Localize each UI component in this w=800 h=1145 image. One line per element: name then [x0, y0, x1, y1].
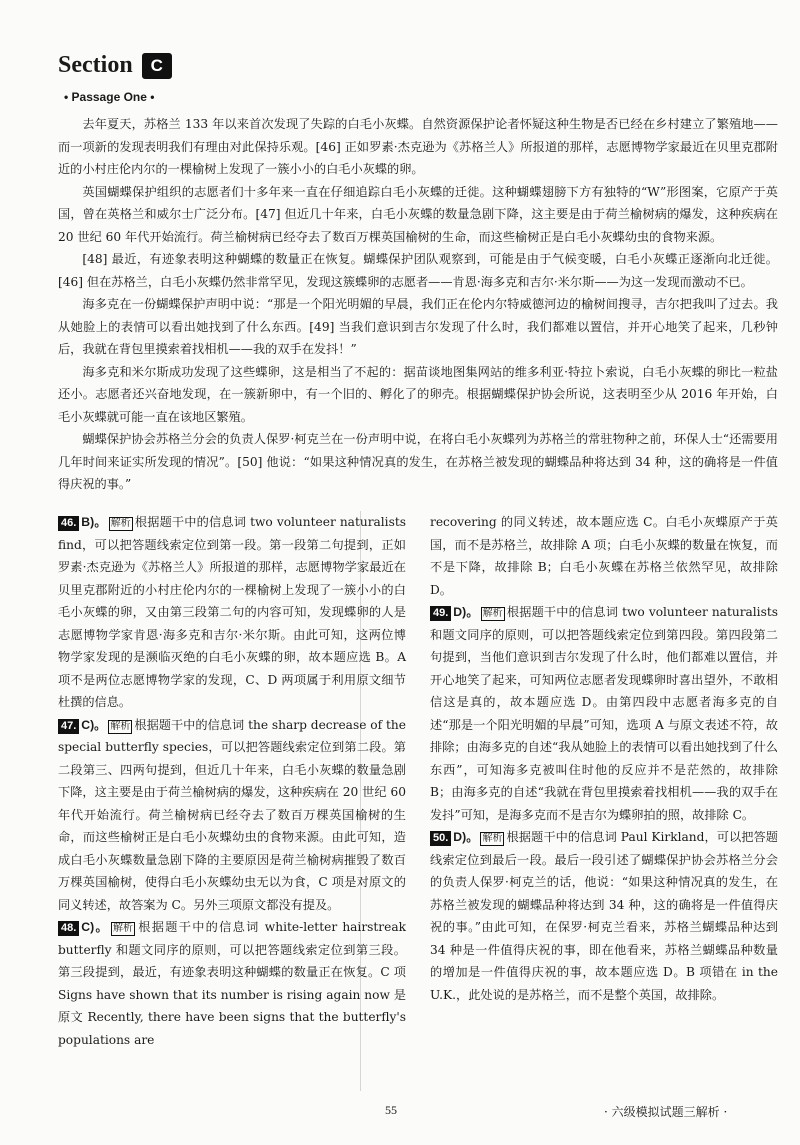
answer-column-right: [430, 511, 778, 1006]
passage-paragraph-2: 英国蝴蝶保护组织的志愿者们十多年来一直在仔细追踪白毛小灰蝶的迁徙。这种蝴蝶翅膀下方有独特的“W”形图案，它原产于英国，曾在英格兰和威尔士广泛分布。[47] 但近几十年来，白毛小灰蝶的数量急剧下降，这主要是由于荷兰榆树病的爆发，这种疾病在 20 世纪 60 年代开始流行。荷兰榆树病已经夺去了数百万棵英国榆树的生命，而这些榆树正是白毛小灰蝶幼虫的食物来源。: [58, 184, 778, 244]
section-header: [58, 52, 172, 79]
explanation-text-47: 根据题干中的信息词 the sharp decrease of the special butterfly species，可以把答题线索定位到第二段。第二段第三、四两句提到，但近几十年来，白毛小灰蝶的数量急剧下降，这主要是由于荷兰榆树病的爆发，这种疾病在 20 世纪 60 年代开始流行。荷兰榆树病已经夺去了数百万棵英国榆树的生命，而这些榆树正是白毛小灰蝶幼虫的食物来源。由此可知，造成白毛小灰蝶数量急剧下降的主要原因是荷兰榆树病摧毁了数百万棵英国榆树，使得白毛小灰蝶幼虫无以为食，C 项是对原文的同义转述，故答案为 C。另外三项原文都没有提及。: [58, 717, 406, 912]
passage-paragraph-6: 蝴蝶保护协会苏格兰分会的负责人保罗·柯克兰在一份声明中说，在将白毛小灰蝶列为苏格兰的常驻物种之前，环保人士“还需要用几年时间来证实所发现的情况”。[50] 他说：“如果这种情况真的发生，在苏格兰被发现的蝴蝶品种将达到 34 种，这的确将是一件值得庆祝的事。”: [58, 432, 778, 491]
question-number-48: 48.: [58, 921, 79, 936]
answer-48-continued: recovering 的同义转述，故本题应选 C。白毛小灰蝶原产于英国，而不是苏格兰，故排除 A 项；白毛小灰蝶的数量在恢复，而不是下降，故排除 B；白毛小灰蝶在苏格兰依然罕见，故排除 D。: [430, 515, 778, 597]
analysis-tag: 解析: [482, 608, 503, 619]
running-title: · 六级模拟试题三解析 ·: [604, 1105, 728, 1119]
question-number-49: 49.: [430, 606, 451, 621]
passage-paragraph-1: 去年夏天，苏格兰 133 年以来首次发现了失踪的白毛小灰蝶。自然资源保护论者怀疑这种生物是否已经在乡村建立了繁殖地——而一项新的发现表明我们有理由对此保持乐观。[46] 正如罗素·杰克逊为《苏格兰人》所报道的那样，志愿博物学家最近在贝里克郡附近的小村庄伦内尔的一棵榆树上发现了一簇小小的白毛小灰蝶的卵。: [58, 117, 778, 176]
passage-paragraph-3: [48] 最近，有迹象表明这种蝴蝶的数量正在恢复。蝴蝶保护团队观察到，可能是由于气候变暖，白毛小灰蝶正逐渐向北迁徙。[46] 但在苏格兰，白毛小灰蝶仍然非常罕见，发现这簇蝶卵的志愿者——肯恩·海多克和吉尔·米尔斯——为这一发现而激动不已。: [58, 252, 778, 289]
answer-49: [430, 601, 778, 826]
passage-paragraph-5: 海多克和米尔斯成功发现了这些蝶卵，这是相当了不起的：据苗谈地图集网站的维多利亚·特拉卜索说，白毛小灰蝶的卵比一粒盐还小。志愿者还兴奋地发现，在一簇新卵中，有一个旧的、孵化了的卵壳。根据蝴蝶保护协会所说，这表明至少从 2016 年开始，白毛小灰蝶就可能一直在该地区繁殖。: [58, 364, 778, 424]
section-title: Section: [58, 52, 133, 78]
analysis-tag: 解析: [110, 720, 131, 732]
answer-column-left: [58, 511, 406, 1051]
explanation-text-48: 根据题干中的信息词 white-letter hairstreak butterfly 和题文同序的原则，可以把答题线索定位到第三段。第三段提到，最近，有迹象表明这种蝴蝶的数量正在恢复。C 项 Signs have shown that its number is rising again now 是原文 Recently, there have been signs that the butterfly's populations are: [58, 920, 406, 1047]
section-letter-badge: C: [142, 53, 172, 79]
answer-46: [58, 511, 406, 714]
answer-letter-48: C)。: [81, 920, 109, 934]
page-number: 55: [385, 1103, 397, 1117]
answer-48: [58, 916, 406, 1051]
question-number-46: 46.: [58, 516, 79, 531]
answer-letter-46: B)。: [81, 515, 107, 529]
passage-text: [58, 113, 778, 496]
answer-47: [58, 714, 406, 917]
answer-letter-50: D)。: [453, 830, 479, 844]
explanation-text-50: 根据题干中的信息词 Paul Kirkland，可以把答题线索定位到最后一段。最后一段引述了蝴蝶保护协会苏格兰分会的负责人保罗·柯克兰的话，他说：“如果这种情况真的发生，在苏格兰被发现的蝴蝶品种将达到 34 种，这的确将是一件值得庆祝的事。”由此可知，在保罗·柯克兰看来，苏格兰蝴蝶品种达到 34 种是一件值得庆祝的事，即在他看来，苏格兰蝴蝶品种数量的增加是一件值得庆祝的事，故本题应选 D。B 项错在 in the U.K.，此处说的是苏格兰，而不是整个英国，故排除。: [430, 830, 778, 1002]
answer-letter-49: D)。: [453, 605, 479, 619]
question-number-47: 47.: [58, 719, 79, 734]
explanation-text-49: 根据题干中的信息词 two volunteer naturalists 和题文同序的原则，可以把答题线索定位到第四段。第四段第二句提到，当他们意识到吉尔发现了什么时，他们都难以置信，并开心地笑了起来，可知两位志愿者发现蝶卵时喜出望外，不敢相信这是真的，故本题应选 D。由第四段中志愿者海多克的自述“那是一个阳光明媚的早晨”可知，选项 A 与原文表述不符，故排除；由海多克的自述“我从她脸上的表情可以看出她找到了什么东西”，可知海多克被叫住时他的反应并不是茫然的，故排除 B；由海多克的自述“我就在背包里摸索着找相机——我的双手在发抖”可知，是海多克而不是吉尔为蝶卵拍的照，故排除 C。: [430, 605, 778, 822]
question-number-50: 50.: [430, 831, 451, 846]
analysis-tag: 解析: [112, 923, 133, 934]
analysis-tag: 解析: [110, 518, 131, 529]
analysis-tag: 解析: [482, 833, 503, 844]
answer-50: [430, 826, 778, 1006]
passage-paragraph-4: 海多克在一份蝴蝶保护声明中说：“那是一个阳光明媚的早晨，我们正在伦内尔特威德河边的榆树间搜寻，吉尔把我叫了过去。我从她脸上的表情可以看出她找到了什么东西。[49] 当我们意识到吉尔发现了什么时，我们都难以置信，并开心地笑了起来，几秒钟后，我就在背包里摸索着找相机——我的双手在发抖！”: [58, 297, 778, 356]
passage-label: • Passage One •: [64, 90, 155, 104]
answer-letter-47: C)。: [81, 717, 107, 732]
explanation-text-46: 根据题干中的信息词 two volunteer naturalists find，可以把答题线索定位到第一段。第一段第二句提到，正如罗素·杰克逊为《苏格兰人》所报道的那样，志愿博物学家最近在贝里克郡附近的小村庄伦内尔的一棵榆树上发现了一簇小小的白毛小灰蝶的卵，又由第三段第二句的内容可知，发现蝶卵的人是志愿博物学家肯恩·海多克和吉尔·米尔斯。由此可知，这两位博物学家发现的是濒临灭绝的白毛小灰蝶的卵，故本题应选 B。A 项不是两位志愿博物学家的发现，C、D 两项属于利用原文细节杜撰的信息。: [58, 515, 406, 709]
